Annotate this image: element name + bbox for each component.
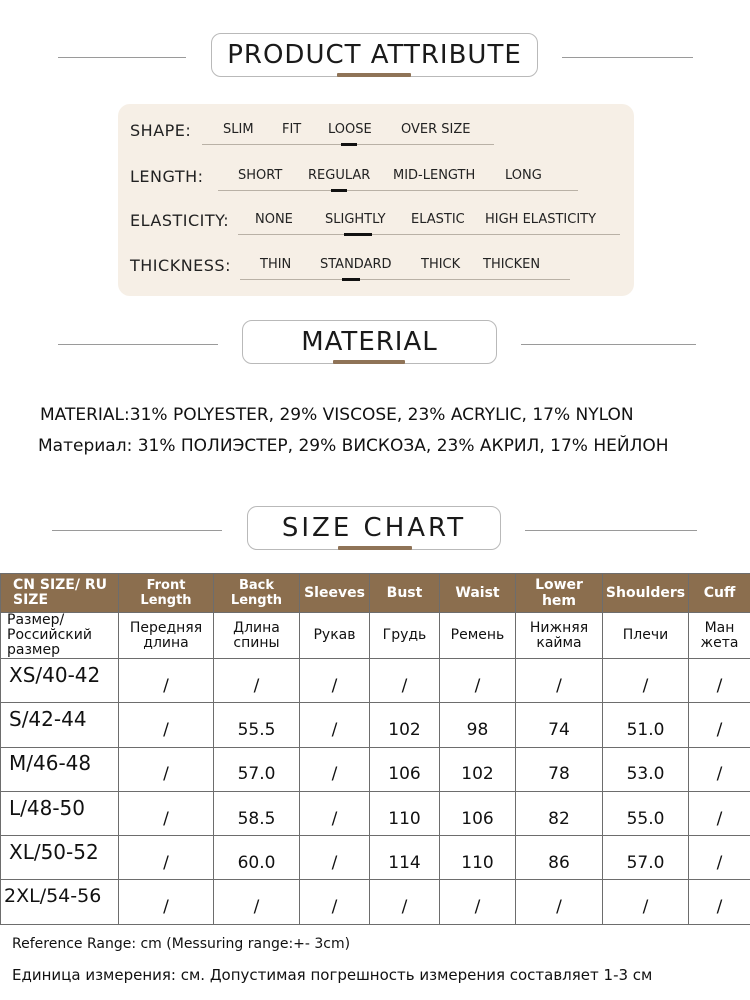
value-cell: 102 [370, 703, 440, 747]
size-table [0, 573, 750, 925]
table-row [1, 747, 750, 791]
value-cell: / [214, 659, 300, 703]
column-header-ru: Передняя длина [119, 613, 214, 659]
attr-row-length [118, 164, 634, 204]
table-row [1, 703, 750, 747]
material-en: MATERIAL:31% POLYESTER, 29% VISCOSE, 23% ACRYLIC, 17% NYLON [40, 405, 634, 425]
section-title: PRODUCT ATTRIBUTE [211, 33, 538, 77]
material-ru: Материал: 31% ПОЛИЭСТЕР, 29% ВИСКОЗА, 23% АКРИЛ, 17% НЕЙЛОН [38, 436, 669, 456]
value-cell: / [214, 880, 300, 924]
value-cell: / [300, 880, 370, 924]
attr-option: NONE [255, 212, 293, 227]
value-cell: 55.5 [214, 703, 300, 747]
divider-line [58, 344, 218, 345]
value-cell: 102 [440, 747, 516, 791]
column-header: Sleeves [300, 574, 370, 613]
attr-option: SHORT [238, 168, 283, 183]
reference-note-ru: Единица измерения: см. Допустимая погрешность измерения составляет 1-3 см [12, 966, 653, 984]
table-row [1, 659, 750, 703]
attr-label: SHAPE: [130, 121, 192, 140]
column-header: Shoulders [603, 574, 689, 613]
column-header: Bust [370, 574, 440, 613]
attr-option: ELASTIC [411, 212, 465, 227]
column-header-ru: Нижняя кайма [516, 613, 603, 659]
attr-row-shape [118, 118, 634, 158]
value-cell: / [119, 791, 214, 835]
column-header-ru: Грудь [370, 613, 440, 659]
selected-marker [344, 233, 372, 236]
table-row [1, 791, 750, 835]
size-cell: M/46-48 [1, 747, 119, 791]
value-cell: / [689, 836, 750, 880]
title-accent [337, 73, 411, 77]
value-cell: / [689, 791, 750, 835]
value-cell: 86 [516, 836, 603, 880]
value-cell: 82 [516, 791, 603, 835]
value-cell: 110 [370, 791, 440, 835]
divider-line [521, 344, 696, 345]
value-cell: 110 [440, 836, 516, 880]
value-cell: / [370, 659, 440, 703]
column-header-ru: Плечи [603, 613, 689, 659]
attr-row-elasticity [118, 208, 634, 248]
size-cell: XL/50-52 [1, 836, 119, 880]
column-header-ru: Рукав [300, 613, 370, 659]
material-header [0, 320, 750, 370]
size-cell: S/42-44 [1, 703, 119, 747]
column-header: Lower hem [516, 574, 603, 613]
value-cell: 74 [516, 703, 603, 747]
attr-option: SLIM [223, 122, 254, 137]
table-row [1, 880, 750, 924]
column-header-ru: Размер/ Российский размер [1, 613, 119, 659]
size-cell: L/48-50 [1, 791, 119, 835]
value-cell: / [119, 880, 214, 924]
value-cell: 98 [440, 703, 516, 747]
value-cell: 57.0 [214, 747, 300, 791]
title-accent [338, 546, 412, 550]
attr-rule [238, 234, 620, 235]
value-cell: / [119, 703, 214, 747]
value-cell: / [440, 659, 516, 703]
value-cell: / [119, 747, 214, 791]
attr-option: MID-LENGTH [393, 168, 476, 183]
value-cell: / [516, 659, 603, 703]
value-cell: 106 [440, 791, 516, 835]
divider-line [58, 57, 186, 58]
product-attribute-header [0, 33, 750, 83]
selected-marker [331, 189, 347, 192]
header-row-en [1, 574, 750, 613]
value-cell: / [689, 880, 750, 924]
size-chart-header [0, 506, 750, 556]
section-title: SIZE CHART [247, 506, 501, 550]
size-cell: 2XL/54-56 [1, 880, 119, 924]
value-cell: / [603, 880, 689, 924]
attr-option-selected: REGULAR [308, 168, 371, 183]
value-cell: / [300, 659, 370, 703]
value-cell: / [300, 703, 370, 747]
value-cell: 106 [370, 747, 440, 791]
value-cell: / [440, 880, 516, 924]
size-cell: XS/40-42 [1, 659, 119, 703]
divider-line [525, 530, 697, 531]
value-cell: / [370, 880, 440, 924]
value-cell: 53.0 [603, 747, 689, 791]
attr-row-thickness [118, 253, 634, 293]
value-cell: 114 [370, 836, 440, 880]
value-cell: / [689, 703, 750, 747]
attr-label: LENGTH: [130, 167, 204, 186]
value-cell: 55.0 [603, 791, 689, 835]
attr-option-selected: LOOSE [328, 122, 372, 137]
attr-option-selected: SLIGHTLY [325, 212, 386, 227]
column-header-ru: Ман жета [689, 613, 750, 659]
attr-option: HIGH ELASTICITY [485, 212, 597, 227]
attr-label: THICKNESS: [130, 256, 231, 275]
attr-option: OVER SIZE [401, 122, 471, 137]
attribute-panel [118, 104, 634, 296]
divider-line [52, 530, 222, 531]
selected-marker [341, 143, 357, 146]
attr-option: THICKEN [483, 257, 541, 272]
column-header: Cuff [689, 574, 750, 613]
value-cell: 60.0 [214, 836, 300, 880]
attr-option: LONG [505, 168, 542, 183]
column-header: CN SIZE/ RU SIZE [1, 574, 119, 613]
attr-rule [218, 190, 578, 191]
column-header: Front Length [119, 574, 214, 613]
value-cell: / [300, 791, 370, 835]
value-cell: 51.0 [603, 703, 689, 747]
column-header-ru: Длина спины [214, 613, 300, 659]
title-accent [333, 360, 405, 364]
value-cell: / [689, 747, 750, 791]
column-header-ru: Ремень [440, 613, 516, 659]
value-cell: / [689, 659, 750, 703]
value-cell: 78 [516, 747, 603, 791]
value-cell: / [300, 836, 370, 880]
divider-line [562, 57, 693, 58]
value-cell: / [300, 747, 370, 791]
section-title: MATERIAL [242, 320, 497, 364]
attr-option: THIN [260, 257, 292, 272]
value-cell: / [119, 659, 214, 703]
value-cell: / [516, 880, 603, 924]
value-cell: / [119, 836, 214, 880]
reference-note-en: Reference Range: cm (Messuring range:+- 3cm) [12, 936, 351, 952]
attr-label: ELASTICITY: [130, 211, 230, 230]
header-row-ru [1, 613, 750, 659]
column-header: Back Length [214, 574, 300, 613]
attr-option-selected: STANDARD [320, 257, 392, 272]
value-cell: / [603, 659, 689, 703]
selected-marker [342, 278, 360, 281]
table-row [1, 836, 750, 880]
attr-option: FIT [282, 122, 302, 137]
column-header: Waist [440, 574, 516, 613]
attr-option: THICK [421, 257, 461, 272]
value-cell: 57.0 [603, 836, 689, 880]
attr-rule [240, 279, 570, 280]
value-cell: 58.5 [214, 791, 300, 835]
